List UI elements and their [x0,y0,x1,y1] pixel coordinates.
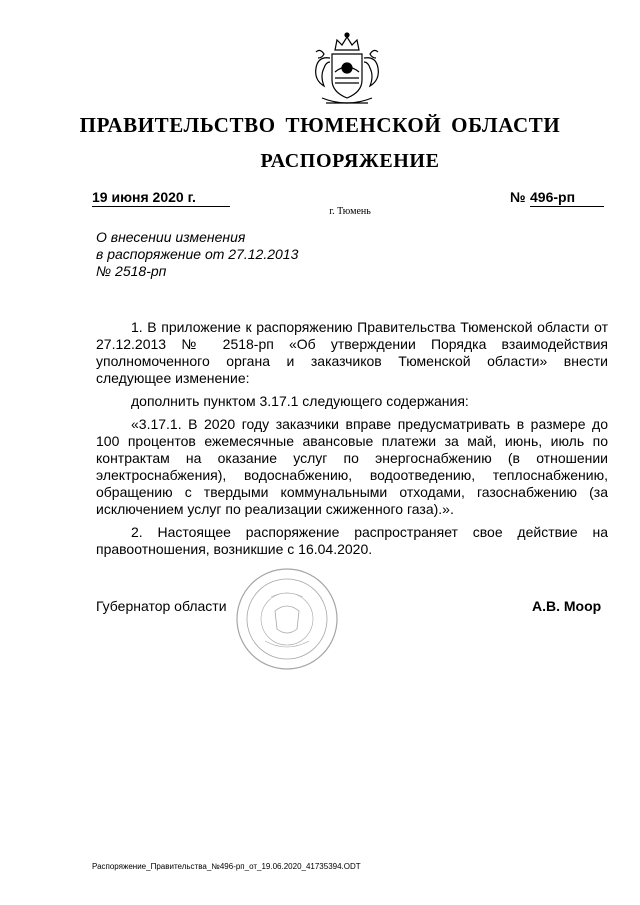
subject-line: в распоряжение от 27.12.2013 [96,246,299,262]
coat-of-arms-emblem [302,28,392,116]
document-body [96,319,608,564]
official-seal [235,567,339,671]
document-footer-filename: Распоряжение_Правительства_№496-рп_от_19.06.2020_41735394.ODT [92,862,361,871]
body-paragraph: дополнить пунктом 3.17.1 следующего содержания: [131,393,469,409]
document-date: 19 июня 2020 г. [92,188,230,207]
signatory-title: Губернатор области [96,598,227,614]
government-title: ПРАВИТЕЛЬСТВО ТЮМЕНСКОЙ ОБЛАСТИ [79,113,561,137]
document-number-sign: № [510,189,526,205]
subject-line: О внесении изменения [96,229,246,245]
body-paragraph: «3.17.1. В 2020 году заказчики вправе предусматривать в размере до 100 процентов ежемесячные авансовые платежи за май, июнь, июль по контрактам на оказание услуг по энергоснабжению (в отношении электроснабжения), водоснабжению, водоотведению, теплоснабжению, обращению с твердыми коммунальными отходами, газоснабжению (за исключением услуг по реализации сжиженного газа).». [96,416,608,517]
body-paragraph: 1. В приложение к распоряжению Правительства Тюменской области от 27.12.2013 № 2518-рп «Об утверждении Порядка взаимодействия уполномоченного органа и заказчиков Тюменской области» внести следующее изменение: [96,319,608,386]
document-number: 496-рп [530,188,604,207]
document-subject [96,229,356,280]
body-paragraph: 2. Настоящее распоряжение распространяет свое действие на правоотношения, возникшие с 16.04.2020. [96,524,608,557]
document-city: г. Тюмень [329,206,371,217]
signatory-name: А.В. Моор [532,598,602,614]
document-type-title: РАСПОРЯЖЕНИЕ [260,150,440,172]
subject-line: № 2518-рп [96,263,167,279]
